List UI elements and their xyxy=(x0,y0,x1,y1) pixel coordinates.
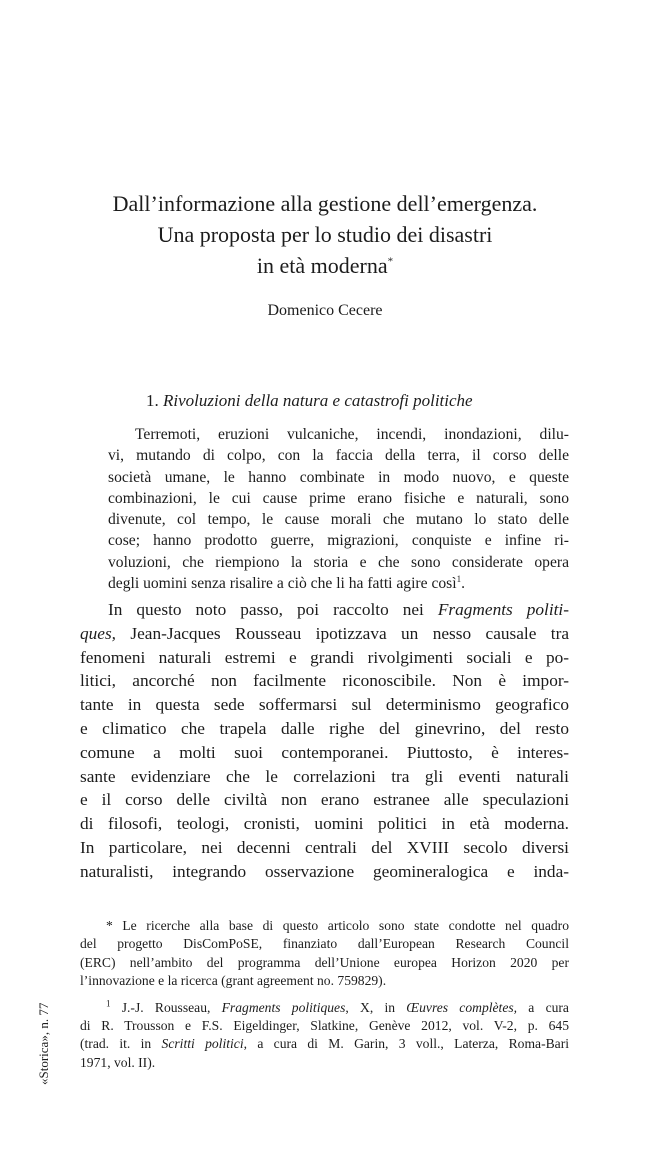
paragraph-text: Jean-Jacques Rousseau ipotizzava un nesso causale tra xyxy=(116,623,569,643)
footnote-text: , a cura di M. Garin, 3 voll., Laterza, Roma-Bari xyxy=(243,1036,569,1052)
quote-line-text: degli uomini senza risalire a ciò che li ha fatti agire così xyxy=(108,575,457,593)
footnote-italic: Fragments politiques xyxy=(221,999,346,1015)
quote-line: cose; hanno prodotto guerre, migrazioni, conquiste e infine ri- xyxy=(108,532,569,550)
quote-end: . xyxy=(461,575,465,593)
footnote-1-mark: 1 xyxy=(106,998,111,1009)
paragraph-line xyxy=(80,622,569,646)
article-title-block xyxy=(80,188,570,321)
quote-line: società umane, le hanno combinate in modo nuovo, e queste xyxy=(108,468,569,486)
paragraph-line: e climatico che trapela dalle righe del ginevrino, del resto xyxy=(80,718,569,738)
footnote-line xyxy=(80,1035,569,1053)
paragraph-line: e il corso delle civiltà non erano estranee alle speculazioni xyxy=(80,790,569,810)
paragraph-line: sante evidenziare che le correlazioni tra gli eventi naturali xyxy=(80,766,569,786)
footnote-text: , X, in xyxy=(345,999,407,1015)
footnote-line: (ERC) nell’ambito del programma dell’Unione europea Horizon 2020 per xyxy=(80,954,569,970)
article-title-line-1: Dall’informazione alla gestione dell’emergenza. xyxy=(112,191,538,216)
paragraph-line: fenomeni naturali estremi e grandi rivolgimenti sociali e po- xyxy=(80,647,569,667)
section-number: 1. xyxy=(146,391,159,410)
quote-line: Terremoti, eruzioni vulcaniche, incendi, inondazioni, dilu- xyxy=(135,426,569,443)
quote-line: divenute, col tempo, le cause morali che mutano lo stato delle xyxy=(108,511,569,529)
paragraph-line xyxy=(80,598,569,622)
footnote-ref-1: 1 xyxy=(456,573,462,584)
footnote-line xyxy=(80,999,569,1017)
footnote-text: a cura xyxy=(517,999,569,1015)
paragraph-text: In questo noto passo, poi raccolto nei xyxy=(108,600,438,619)
article-title-line-3-text: in età moderna xyxy=(256,253,388,278)
footnote-line: del progetto DisComPoSE, finanziato dall’European Research Council xyxy=(80,936,569,952)
footnote-line: l’innovazione e la ricerca (grant agreement no. 759829). xyxy=(80,973,387,989)
journal-side-label: «Storica», n. 77 xyxy=(36,1002,51,1085)
footnote-text: J.-J. Rousseau, xyxy=(110,999,222,1015)
footnote-text: (trad. it. in xyxy=(80,1036,162,1052)
footnote-line: * Le ricerche alla base di questo articolo sono state condotte nel quadro xyxy=(106,918,569,933)
footnotes xyxy=(80,917,569,1072)
paragraph-line: di filosofi, teologi, cronisti, uomini politici in età moderna. xyxy=(80,814,569,834)
footnote-star xyxy=(80,917,569,991)
body-paragraph xyxy=(80,598,569,884)
footnote-1 xyxy=(80,999,569,1073)
paragraph-line: comune a molti suoi contemporanei. Piuttosto, è interes- xyxy=(80,742,569,762)
quote-line: voluzioni, che riempiono la storia e che sono considerate opera xyxy=(108,553,569,571)
title-footnote-mark: * xyxy=(387,255,394,268)
footnote-italic: Scritti politici xyxy=(161,1036,244,1052)
paragraph-line: In particolare, nei decenni centrali del XVIII secolo diversi xyxy=(80,837,569,857)
paragraph-line: tante in questa sede soffermarsi sul determinismo geografico xyxy=(80,695,569,715)
author-name: Domenico Cecere xyxy=(267,302,383,319)
paragraph-line: naturalisti, integrando osservazione geomineralogica e inda- xyxy=(80,861,569,881)
footnote-italic: Œuvres complètes, xyxy=(406,999,518,1015)
footnote-line: 1971, vol. II). xyxy=(80,1054,156,1070)
article-title-line-3 xyxy=(80,250,570,281)
section-heading xyxy=(146,390,473,412)
block-quote xyxy=(108,424,569,594)
quote-line-last xyxy=(108,573,569,594)
article-title-line-2: Una proposta per lo studio dei disastri xyxy=(157,222,493,247)
section-title: Rivoluzioni della natura e catastrofi politiche xyxy=(163,391,473,410)
quote-line: vi, mutando di colpo, con la faccia della terra, il corso delle xyxy=(108,447,569,465)
paragraph-italic: Fragments politi- xyxy=(437,600,569,619)
footnote-line: di R. Trousson e F.S. Eigeldinger, Slatkine, Genève 2012, vol. V-2, p. 645 xyxy=(80,1018,569,1034)
paragraph-italic: ques, xyxy=(80,623,116,643)
quote-line: combinazioni, le cui cause prime erano fisiche e naturali, sono xyxy=(108,489,569,507)
paragraph-line: litici, ancorché non facilmente riconoscibile. Non è impor- xyxy=(80,671,569,691)
